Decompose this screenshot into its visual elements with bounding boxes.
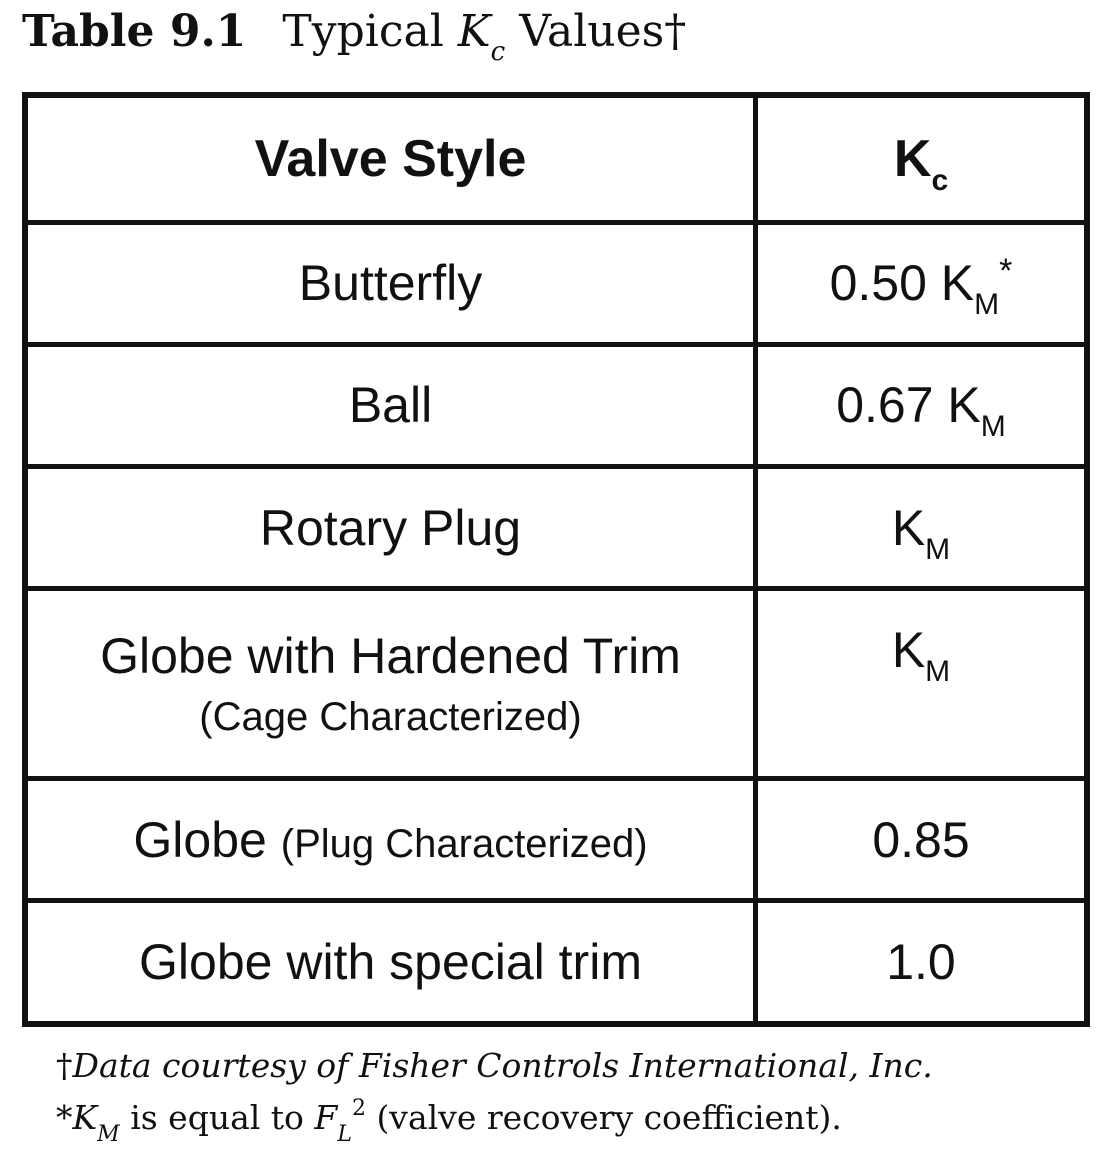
table-row [25,901,1087,1024]
valve-style-cell: Rotary Plug [25,466,756,588]
header-kc: $K_c$ [756,95,1088,222]
kc-value-cell: $K_M$ [756,466,1088,588]
kc-value-cell: 0.67 $K_M$ [756,344,1088,466]
valve-style-cell: Butterfly [25,222,756,344]
valve-style-cell: Globe with special trim [25,901,756,1024]
table-footnotes [56,1040,933,1149]
kc-values-table [22,92,1090,1027]
kc-value-cell: 1.0 [756,901,1088,1024]
caption-text-after: Values† [519,6,687,57]
kc-value-cell: 0.50 $K_M^*$ [756,222,1088,344]
valve-style-subline: (Cage Characterized) [199,695,582,740]
valve-style-cell: Globe with Hardened Trim (Cage Characterized) [25,589,756,779]
table-row [25,779,1087,901]
table-row [25,466,1087,588]
table-number: Table 9.1 [22,6,247,57]
footnote-dagger: †Data courtesy of Fisher Controls International, Inc. [56,1046,933,1085]
caption-symbol: K [457,6,491,57]
header-valve-style: Valve Style [25,95,756,222]
footnote-star: $*K_M$ is equal to $F_L^2$ (valve recovery coefficient). [56,1096,842,1147]
table-row [25,222,1087,344]
table-row [25,344,1087,466]
caption-text-before: Typical [282,6,444,57]
valve-style-cell: Ball [25,344,756,466]
kc-value-cell: $K_M$ [756,589,1088,779]
table-row [25,589,1087,779]
header-row [25,95,1087,222]
valve-style-cell: Globe (Plug Characterized) [25,779,756,901]
table-caption [22,6,687,67]
caption-symbol-sub: c [490,37,506,67]
kc-value-cell: 0.85 [756,779,1088,901]
